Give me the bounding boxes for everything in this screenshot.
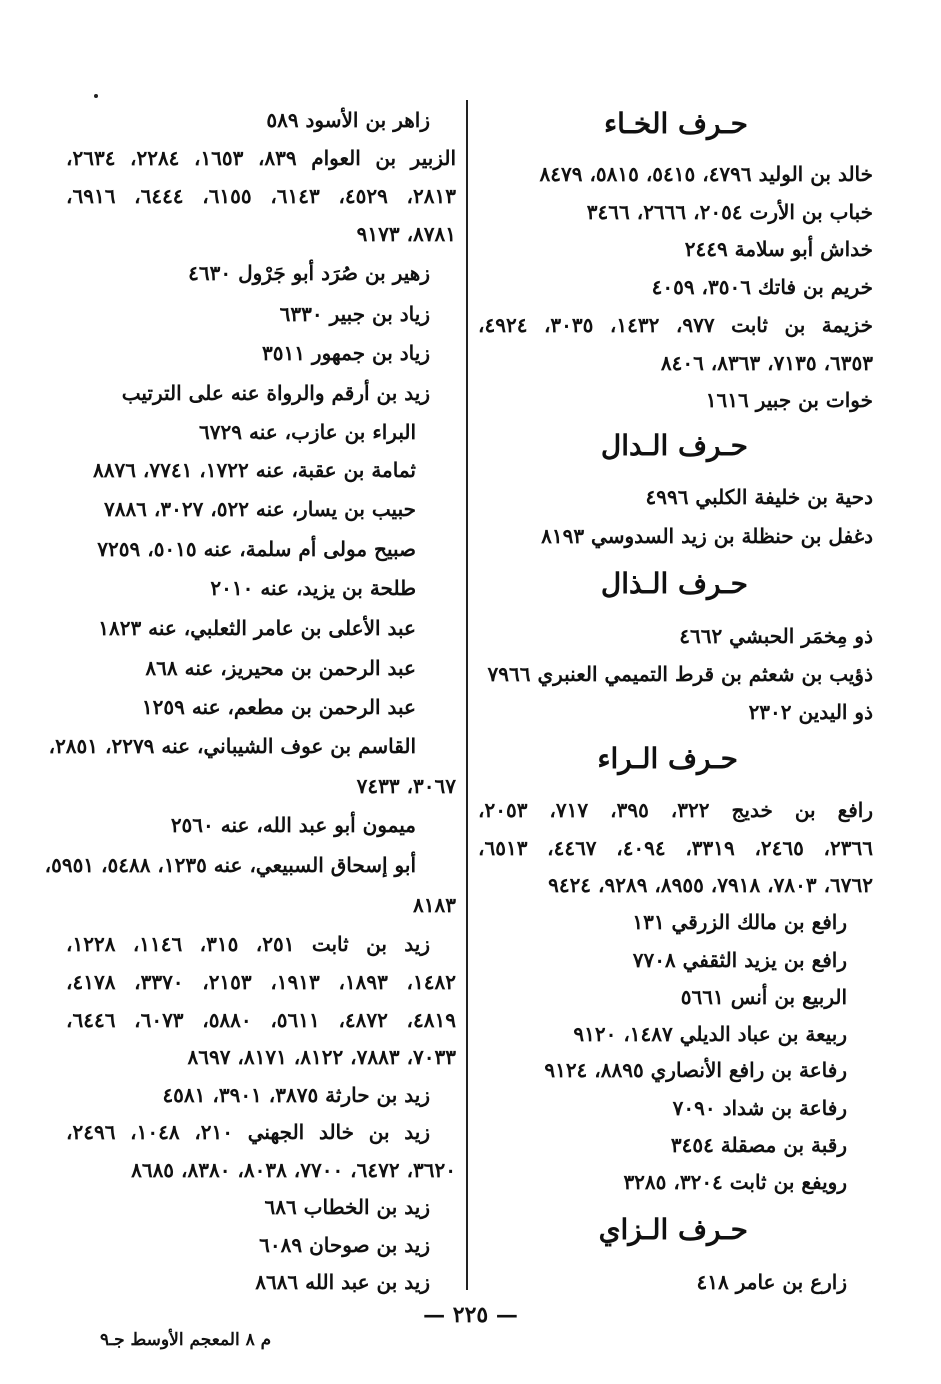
narrator-line: أبو إسحاق السبيعي، عنه ١٢٣٥، ٥٤٨٨، ٥٩٥١،	[44, 853, 416, 877]
entry-line: خالد بن الوليد ٤٧٩٦، ٥٤١٥، ٥٨١٥، ٨٤٧٩	[539, 162, 873, 186]
entry-line: زيد بن عبد الله ٨٦٨٦	[255, 1270, 430, 1294]
narrator-line: ثمامة بن عقبة، عنه ١٧٢٢، ٧٧٤١، ٨٨٧٦	[92, 458, 416, 482]
entry-line: زيد بن ثابت ٢٥١، ٣١٥، ١١٤٦، ١٢٢٨،	[66, 932, 431, 956]
narrator-line: القاسم بن عوف الشيباني، عنه ٢٢٧٩، ٢٨٥١،	[48, 734, 416, 758]
narrator-line: عبد الرحمن بن محيريز، عنه ٨٦٨	[145, 656, 416, 680]
entry-line: رافع بن مالك الزرقي ١٣١	[632, 910, 847, 934]
entry-line: الربيع بن أنس ٥٦٦١	[680, 985, 847, 1009]
section-heading-dhal: حـرف الـذال	[600, 567, 748, 600]
section-heading-dal: حـرف الـدال	[600, 429, 748, 462]
entry-line: خريم بن فاتك ٣٥٠٦، ٤٠٥٩	[651, 275, 873, 299]
narrator-line: طلحة بن يزيد، عنه ٢٠١٠	[210, 576, 416, 600]
entry-line: ذو اليدين ٢٣٠٢	[748, 700, 873, 724]
entry-line: زيد بن أرقم والرواة عنه على الترتيب	[121, 381, 430, 405]
entry-line: الزبير بن العوام ٨٣٩، ١٦٥٣، ٢٢٨٤، ٢٦٣٤،	[66, 146, 457, 170]
entry-continuation: ٨١٨٣	[413, 893, 456, 917]
entry-line: ذو مِخمَر الحبشي ٤٦٦٢	[679, 624, 873, 648]
entry-line: زهير بن صُرَد أبو جَرْول ٤٦٣٠	[188, 261, 430, 285]
entry-continuation: ٢٨١٣، ٤٥٢٩، ٦١٤٣، ٦١٥٥، ٦٤٤٤، ٦٩١٦،	[66, 184, 456, 208]
entry-line: خزيمة بن ثابت ٩٧٧، ١٤٣٢، ٣٠٣٥، ٤٩٢٤،	[478, 313, 874, 337]
entry-continuation: ٣٦٢٠، ٦٤٧٢، ٧٧٠٠، ٨٠٣٨، ٨٣٨٠، ٨٦٨٥	[131, 1158, 456, 1182]
entry-line: دغفل بن حنظلة بن زيد السدوسي ٨١٩٣	[541, 524, 873, 548]
entry-continuation: ٢٣٦٦، ٢٤٦٥، ٣٣١٩، ٤٠٩٤، ٤٤٦٧، ٦٥١٣،	[478, 836, 873, 860]
entry-line: دحية بن خليفة الكلبي ٤٩٩٦	[645, 485, 873, 509]
narrator-line: عبد الأعلى بن عامر الثعلبي، عنه ١٨٢٣	[98, 616, 416, 640]
entry-line: خباب بن الأرت ٢٠٥٤، ٢٦٦٦، ٣٤٦٦	[586, 200, 873, 224]
entry-continuation: ٦٧٦٢، ٧٨٠٣، ٧٩١٨، ٨٩٥٥، ٩٢٨٩، ٩٤٢٤	[548, 873, 873, 897]
entry-line: رفاعة بن رافع الأنصاري ٨٨٩٥، ٩١٢٤	[544, 1058, 847, 1082]
entry-line: زاهر بن الأسود ٥٨٩	[266, 108, 430, 132]
entry-line: زياد بن جبير ٦٣٣٠	[279, 302, 430, 326]
entry-line: زيد بن صوحان ٦٠٨٩	[259, 1233, 430, 1257]
entry-line: ربيعة بن عباد الديلي ١٤٨٧، ٩١٢٠	[573, 1022, 847, 1046]
section-heading-kha: حـرف الخـاء	[603, 107, 748, 140]
section-heading-ra: حـرف الـراء	[597, 742, 738, 775]
entry-continuation: ٧٠٣٣، ٧٨٨٣، ٨١٢٢، ٨١٧١، ٨٦٩٧	[187, 1045, 456, 1069]
entry-line: خوات بن جبير ١٦١٦	[705, 388, 873, 412]
entry-line: زيد بن الخطاب ٦٨٦	[264, 1195, 430, 1219]
entry-line: رافع بن خديج ٣٢٢، ٣٩٥، ٧١٧، ٢٠٥٣،	[478, 798, 874, 822]
entry-line: زياد بن جمهور ٣٥١١	[261, 341, 430, 365]
page-number: — ٢٢٥ —	[423, 1302, 518, 1328]
narrator-line: عبد الرحمن بن مطعم، عنه ١٢٥٩	[141, 695, 416, 719]
narrator-line: حبيب بن يسار، عنه ٥٢٢، ٣٠٢٧، ٧٨٨٦	[103, 497, 416, 521]
entry-continuation: ١٤٨٢، ١٨٩٣، ١٩١٣، ٢١٥٣، ٣٣٧٠، ٤١٧٨،	[66, 970, 456, 994]
narrator-line: صبيح مولى أم سلمة، عنه ٥٠١٥، ٧٢٥٩	[97, 537, 416, 561]
entry-line: رفاعة بن شداد ٧٠٩٠	[672, 1096, 847, 1120]
entry-continuation: ٨٧٨١، ٩١٧٣	[356, 222, 456, 246]
entry-line: رقبة بن مصقلة ٣٤٥٤	[670, 1133, 847, 1157]
column-divider	[466, 100, 468, 1290]
entry-line: خداش أبو سلامة ٢٤٤٩	[684, 237, 873, 261]
narrator-line: ميمون أبو عبد الله، عنه ٢٥٦٠	[170, 813, 416, 837]
entry-line: رافع بن يزيد الثقفي ٧٧٠٨	[632, 948, 847, 972]
entry-continuation: ٦٣٥٣، ٧١٣٥، ٨٣٦٣، ٨٤٠٦	[660, 351, 873, 375]
entry-line: زيد بن حارثة ٣٨٧٥، ٣٩٠١، ٤٥٨١	[162, 1083, 430, 1107]
entry-line: زيد بن خالد الجهني ٢١٠، ١٠٤٨، ٢٤٩٦،	[66, 1120, 430, 1144]
entry-continuation: ٤٨١٩، ٤٨٧٢، ٥٦١١، ٥٨٨٠، ٦٠٧٣، ٦٤٤٦،	[66, 1008, 456, 1032]
entry-line: ذؤيب بن شعثم بن قرط التميمي العنبري ٧٩٦٦	[487, 662, 873, 686]
signature-note: م ٨ المعجم الأوسط جـ٩	[100, 1330, 272, 1350]
entry-continuation: ٣٠٦٧، ٧٤٣٣	[356, 774, 456, 798]
entry-line: رويفع بن ثابت ٣٢٠٤، ٣٢٨٥	[623, 1170, 847, 1194]
entry-line: زارع بن عامر ٤١٨	[696, 1270, 847, 1294]
section-heading-zay: حـرف الـزاي	[598, 1213, 748, 1246]
ink-speck	[94, 94, 98, 98]
narrator-line: البراء بن عازب، عنه ٦٧٢٩	[199, 420, 416, 444]
